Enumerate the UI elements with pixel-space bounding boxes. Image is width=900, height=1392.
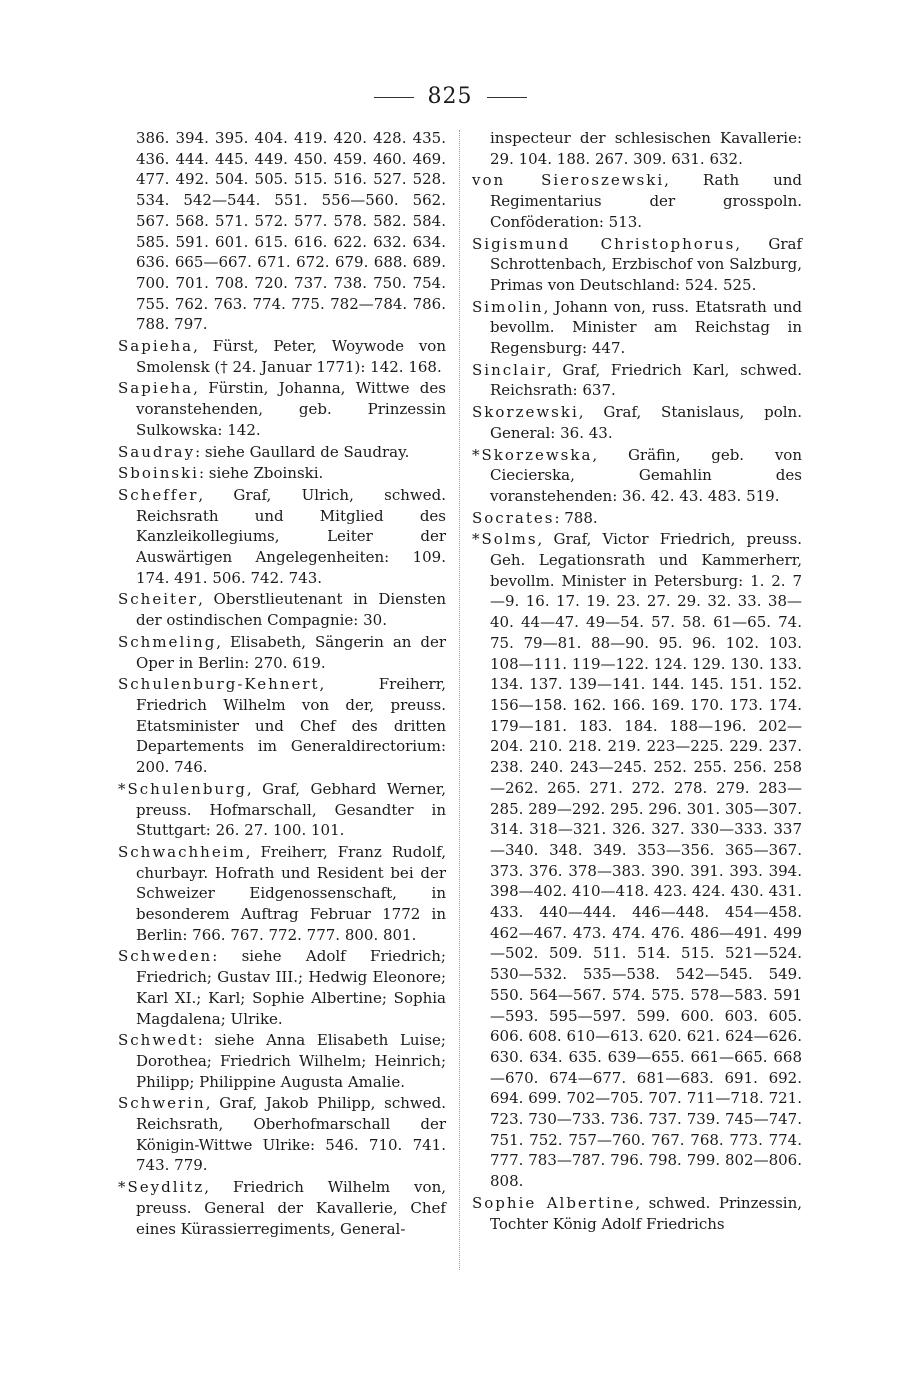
entry-name: von Sieroszewski (472, 171, 665, 190)
index-entry (118, 946, 446, 1029)
index-entry (118, 674, 446, 778)
entry-name: Scheffer (118, 485, 199, 504)
entry-text: , Graf, Victor Friedrich, preuss. Geh. Legationsrath und Kammerherr, bevollm. Minister in Petersburg: 1. 2. 7—9. 16. 17. 19. 23. 27. 29. 32. 33. 38—40. 44—47. 49—54. 57. 58. 61—65. 74. 75. 79—81. 88—90. 95. 96. 102. 103. 108—111. 119—122. 124. 129. 130. 133. 134. 137. 139—141. 144. 145. 151. 152. 156—158. 162. 166. 169. 170. 173. 174. 179—181. 183. 184. 188—196. 202—204. 210. 218. 219. 223—225. 229. 237. 238. 240. 243—245. 252. 255. 256. 258—262. 265. 271. 272. 278. 279. 283—285. 289—292. 295. 296. 301. 305—307. 314. 318—321. 326. 327. 330—333. 337—340. 348. 349. 353—356. 365—367. 373. 376. 378—383. 390. 391. 393. 394. 398—402. 410—418. 423. 424. 430. 431. 433. 440—444. 446—448. 454—458. 462—467. 473. 474. 476. 486—491. 499—502. 509. 511. 514. 515. 521—524. 530—532. 535—538. 542—545. 549. 550. 564—567. 574. 575. 578—583. 591—593. 595—597. 599. 600. 603. 605. 606. 608. 610—613. 620. 621. 624—626. 630. 634. 635. 639—655. 661—665. 668—670. 674—677. 681—683. 691. 692. 694. 699. 702—705. 707. 711—718. 721. 723. 730—733. 736. 737. 739. 745—747. 751. 752. 757—760. 767. 768. 773. 774. 777. 783—787. 796. 798. 799. 802—806. 808. (490, 530, 802, 1191)
entry-text: , Oberstlieutenant in Diensten der ostindischen Compagnie: 30. (136, 590, 446, 630)
entry-text: : 788. (554, 508, 598, 527)
entry-name: Sophie Albertine (472, 1193, 636, 1212)
index-entry (472, 1193, 802, 1234)
entry-text: , Rath und Regimentarius der grosspoln. Conföderation: 513. (490, 171, 802, 231)
entry-text: , Graf, Jakob Philipp, schwed. Reichsrath, Oberhofmarschall der Königin-Wittwe Ulrike: 546. 710. 741. 743. 779. (136, 1094, 446, 1175)
index-entry (472, 360, 802, 401)
entry-name: Saudray (118, 442, 196, 461)
index-entry (472, 128, 802, 169)
entry-text: : siehe Adolf Friedrich; Friedrich; Gustav III.; Hedwig Eleonore; Karl XI.; Karl; Sophie Albertine; Sophia Magdalena; Ulrike. (136, 947, 446, 1028)
index-entry (118, 842, 446, 946)
entry-name: Sboinski (118, 464, 199, 483)
entry-text: : siehe Anna Elisabeth Luise; Dorothea; Friedrich Wilhelm; Heinrich; Philipp; Philippine Augusta Amalie. (136, 1031, 446, 1091)
index-entry (118, 779, 446, 841)
index-entry (472, 508, 802, 529)
entry-name: *Schulenburg (118, 779, 247, 798)
column-divider (459, 130, 460, 1270)
index-entry (472, 170, 802, 232)
entry-name: Socrates (472, 508, 555, 527)
page-header (0, 84, 900, 109)
entry-text: , Freiherr, Franz Rudolf, churbayr. Hofrath und Resident bei der Schweizer Eidgenossenschaft, in besonderem Auftrag Februar 1772 in Berlin: 766. 767. 772. 777. 800. 801. (136, 842, 446, 944)
entry-name: *Skorzewska (472, 445, 593, 464)
index-entry (118, 589, 446, 630)
header-rule-left (374, 97, 414, 98)
index-entry (118, 442, 446, 463)
entry-name: *Seydlitz (118, 1178, 205, 1197)
index-entry (118, 1093, 446, 1176)
entry-name: Scheiter (118, 590, 199, 609)
left-column (118, 128, 446, 1240)
index-entry (118, 378, 446, 440)
entry-text: , Friedrich Wilhelm von, preuss. General der Kavallerie, Chef eines Kürassierregiments, General- (136, 1178, 446, 1238)
page-number: 825 (427, 84, 473, 109)
entry-text: , Freiherr, Friedrich Wilhelm von der, preuss. Etatsminister und Chef des dritten Departements im Generaldirectorium: 200. 746. (136, 675, 446, 777)
right-column (472, 128, 802, 1235)
entry-text: , Graf, Gebhard Werner, preuss. Hofmarschall, Gesandter in Stuttgart: 26. 27. 100. 101. (136, 779, 446, 840)
entry-text: , Johann von, russ. Etatsrath und bevollm. Minister am Reichstag in Regensburg: 447. (490, 297, 802, 358)
entry-text: , Gräfin, geb. von Ciecierska, Gemahlin des voranstehenden: 36. 42. 43. 483. 519. (490, 445, 802, 505)
index-entry (118, 1030, 446, 1092)
entry-text: , Elisabeth, Sängerin an der Oper in Berlin: 270. 619. (136, 632, 446, 672)
index-entry (118, 485, 446, 589)
index-entry (118, 1177, 446, 1239)
entry-name: Skorzewski (472, 403, 579, 422)
entry-name: Sinclair (472, 360, 547, 379)
index-entry (472, 297, 802, 359)
entry-text: , Graf Schrottenbach, Erzbischof von Salzburg, Primas von Deutschland: 524. 525. (490, 234, 802, 294)
index-entry (118, 463, 446, 484)
index-entry (118, 128, 446, 335)
entry-name: Schweden (118, 947, 213, 966)
header-rule-right (487, 97, 527, 98)
entry-text: , Graf, Ulrich, schwed. Reichsrath und Mitglied des Kanzleikollegiums, Leiter der Auswärtigen Angelegenheiten: 109. 174. 491. 506. 742. 743. (136, 485, 446, 587)
entry-name: Schulenburg-Kehnert (118, 675, 320, 694)
entry-text: : siehe Gaullard de Saudray. (195, 442, 410, 461)
entry-text: , schwed. Prinzessin, Tochter König Adolf Friedrichs (490, 1193, 802, 1233)
entry-text: , Graf, Friedrich Karl, schwed. Reichsrath: 637. (490, 360, 802, 400)
index-entry (472, 402, 802, 443)
entry-name: *Solms (472, 530, 538, 549)
entry-text: , Fürstin, Johanna, Wittwe des voranstehenden, geb. Prinzessin Sulkowska: 142. (136, 379, 446, 439)
index-entry (118, 632, 446, 673)
entry-text: : siehe Zboinski. (198, 464, 324, 483)
index-entry (472, 234, 802, 296)
entry-text: 386. 394. 395. 404. 419. 420. 428. 435. 436. 444. 445. 449. 450. 459. 460. 469. 477. 492. 504. 505. 515. 516. 527. 528. 534. 542—544. 551. 556—560. 562. 567. 568. 571. 572. 577. 578. 582. 584. 585. 591. 601. 615. 616. 622. 632. 634. 636. 665—667. 671. 672. 679. 688. 689. 700. 701. 708. 720. 737. 738. 750. 754. 755. 762. 763. 774. 775. 782—784. 786. 788. 797. (136, 129, 446, 334)
entry-name: Sapieha (118, 379, 194, 398)
entry-name: Schwedt (118, 1031, 198, 1050)
entry-name: Simolin (472, 297, 544, 316)
entry-name: Schwerin (118, 1094, 206, 1113)
index-entry (118, 336, 446, 377)
entry-name: Sigismund Christophorus (472, 234, 736, 253)
entry-text: , Graf, Stanislaus, poln. General: 36. 43. (490, 403, 802, 442)
entry-name: Schmeling (118, 632, 217, 651)
entry-name: Schwachheim (118, 842, 246, 861)
index-entry (472, 445, 802, 507)
entry-name: Sapieha (118, 337, 194, 356)
entry-text: inspecteur der schlesischen Kavallerie: 29. 104. 188. 267. 309. 631. 632. (490, 129, 802, 168)
entry-text: , Fürst, Peter, Woywode von Smolensk († 24. Januar 1771): 142. 168. (136, 337, 446, 376)
index-entry (472, 529, 802, 1192)
